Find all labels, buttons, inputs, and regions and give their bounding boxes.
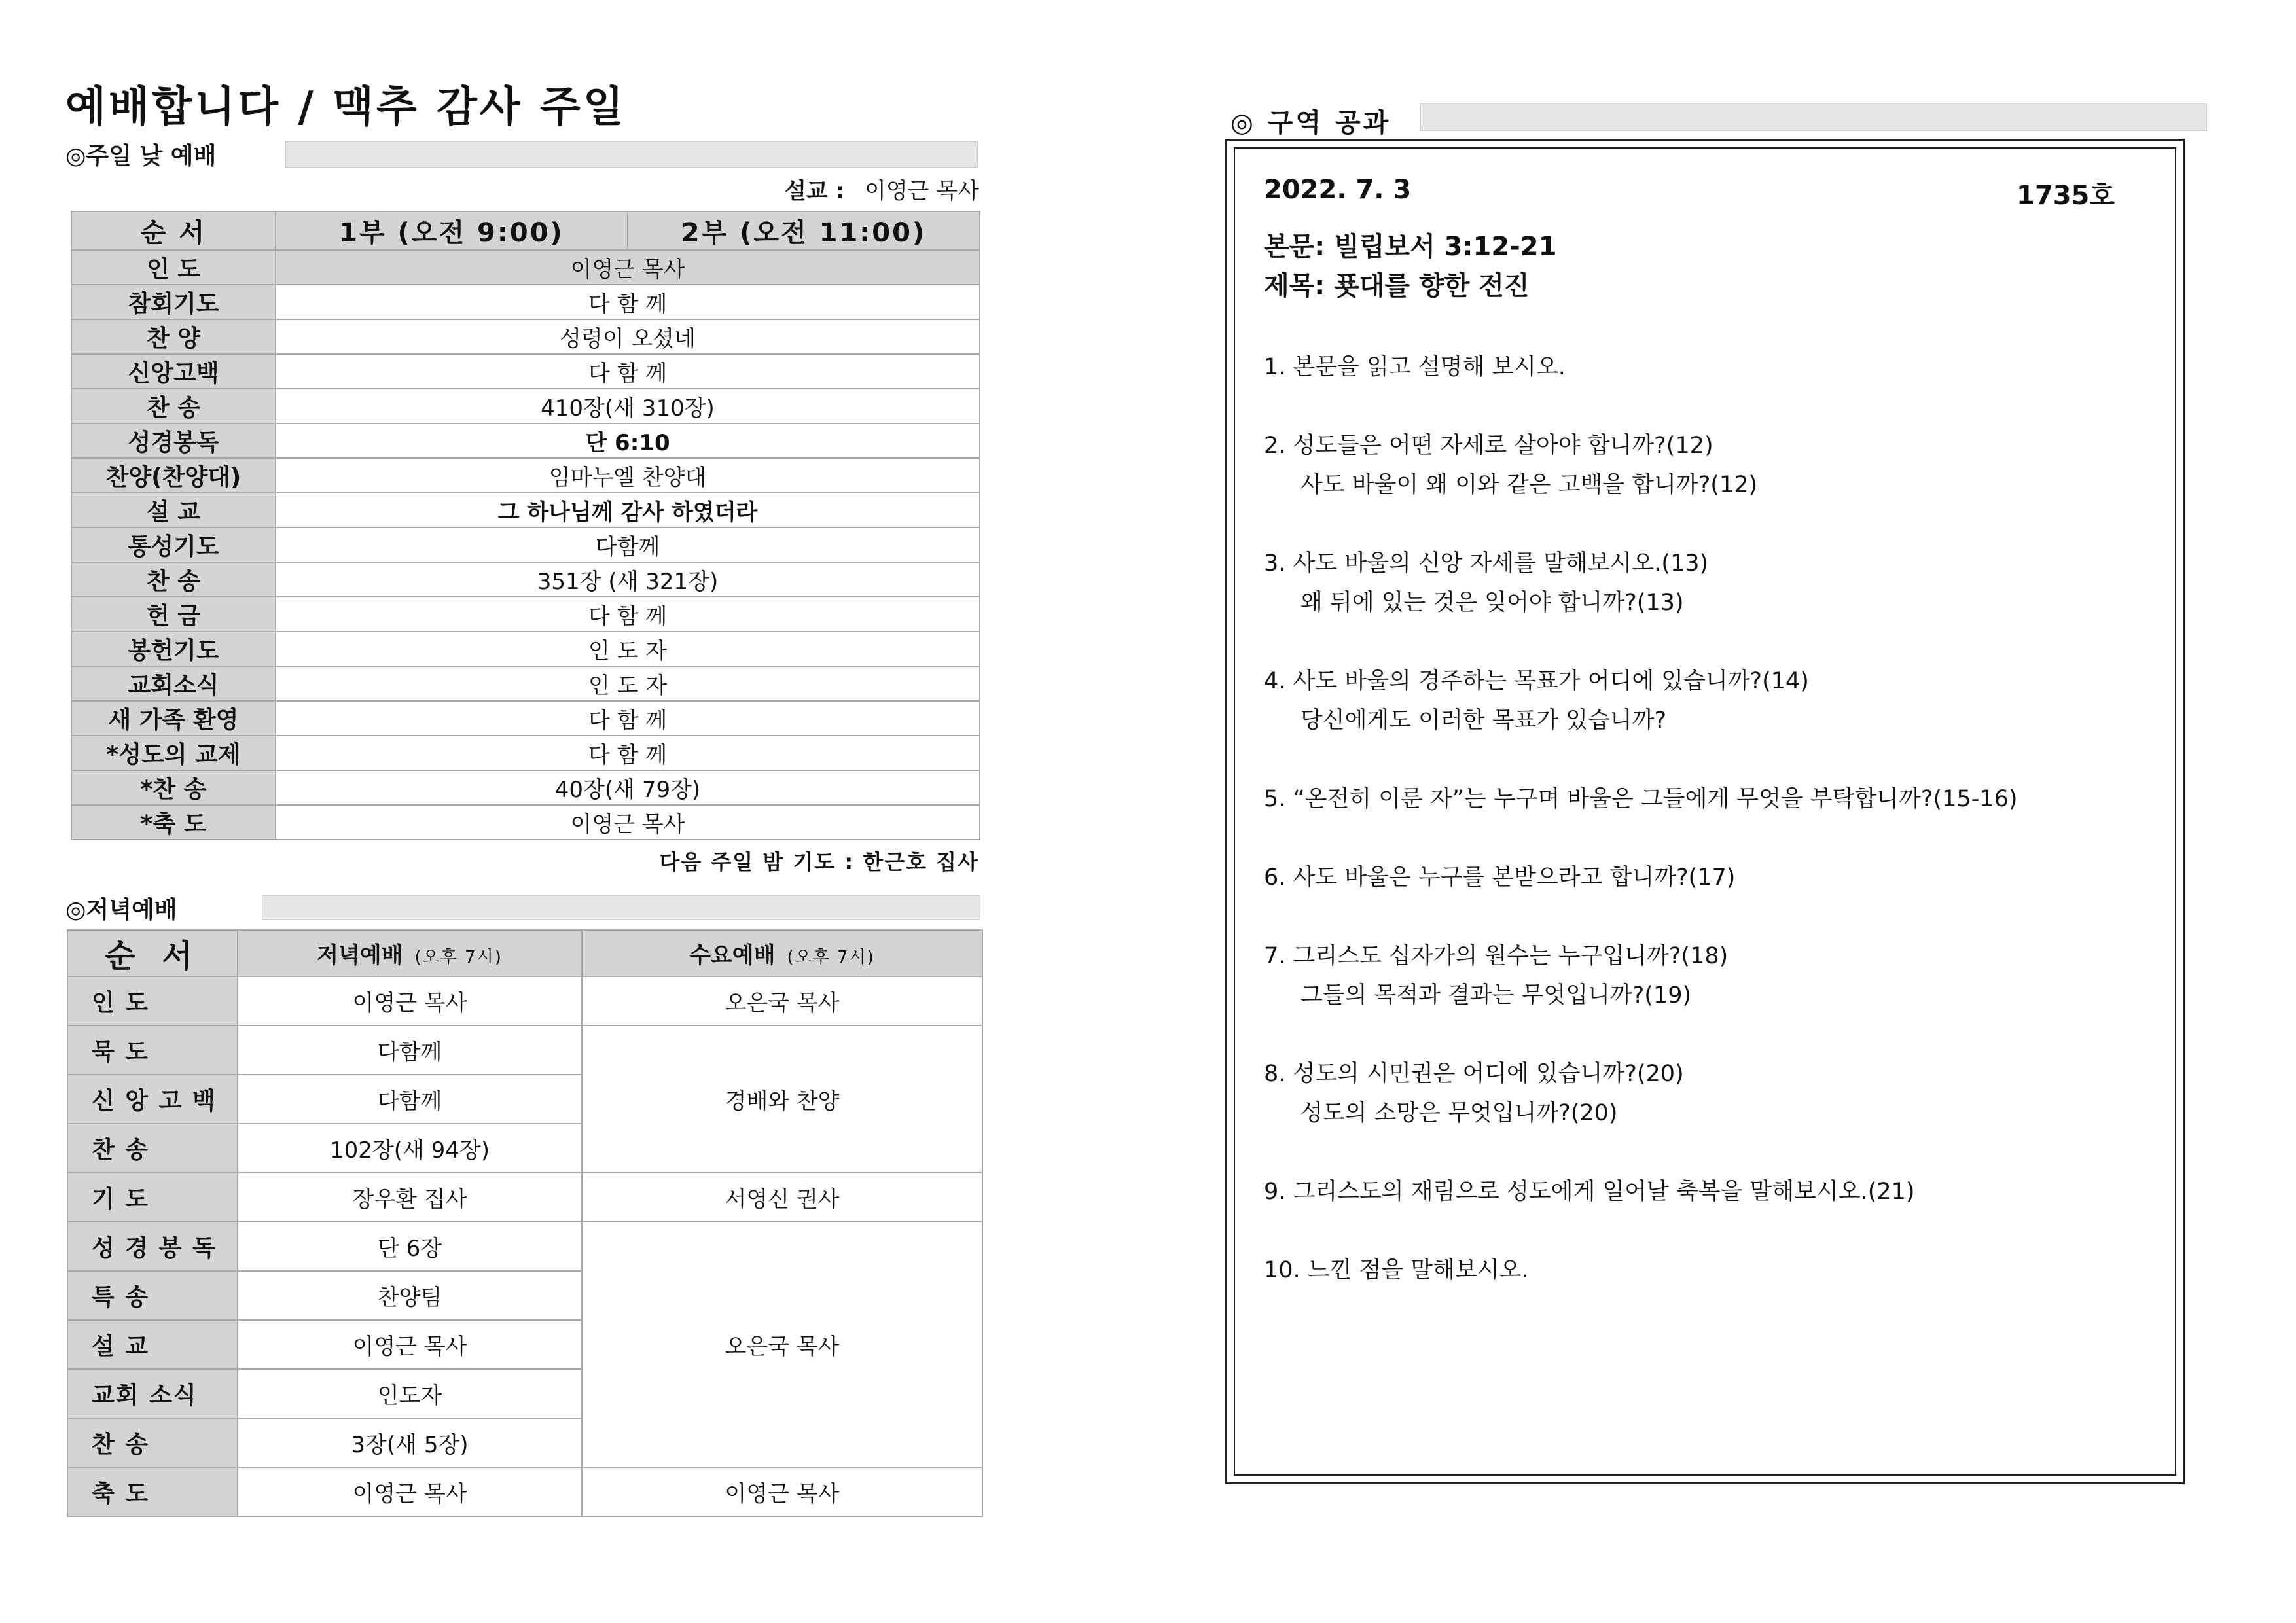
question-item bbox=[1264, 1172, 1915, 1211]
order-value: 그 하나님께 감사 하였더라 bbox=[276, 493, 980, 527]
table-row bbox=[71, 562, 980, 597]
order-label: 헌 금 bbox=[71, 597, 276, 632]
question-text: 5. “온전히 이룬 자”는 누구며 바울은 그들에게 무엇을 부탁합니까?(15-16) bbox=[1264, 786, 2018, 812]
table-row bbox=[71, 805, 980, 840]
question-followup: 성도의 소망은 무엇입니까?(20) bbox=[1300, 1100, 1618, 1126]
day-service-heading: ◎주일 낮 예배 bbox=[65, 143, 217, 169]
order-value: 다 함 께 bbox=[276, 701, 980, 736]
order-value: 다 함 께 bbox=[276, 597, 980, 632]
order-label: 신 앙 고 백 bbox=[67, 1075, 238, 1124]
order-label: 특 송 bbox=[67, 1271, 238, 1320]
question-item bbox=[1264, 936, 1728, 1015]
evening-value: 이영근 목사 bbox=[238, 1467, 582, 1516]
evening-value: 이영근 목사 bbox=[238, 976, 582, 1026]
order-value: 다함께 bbox=[276, 527, 980, 562]
table-row bbox=[71, 493, 980, 527]
table-row bbox=[71, 354, 980, 389]
order-label: 인 도 bbox=[67, 976, 238, 1026]
table-header-row bbox=[71, 211, 980, 250]
wednesday-value: 경배와 찬양 bbox=[582, 1026, 982, 1173]
wednesday-header bbox=[582, 930, 982, 976]
table-row bbox=[67, 1026, 982, 1075]
order-label: 성경봉독 bbox=[71, 423, 276, 458]
study-date: 2022. 7. 3 bbox=[1264, 175, 1412, 205]
evening-value: 이영근 목사 bbox=[238, 1320, 582, 1369]
bible-study-inner-frame bbox=[1234, 147, 2176, 1476]
table-row bbox=[71, 285, 980, 319]
page-title: 예배합니다 / 맥추 감사 주일 bbox=[65, 83, 626, 132]
table-row bbox=[71, 319, 980, 354]
day-service-table bbox=[71, 211, 980, 840]
order-label: 기 도 bbox=[67, 1173, 238, 1222]
question-followup: 왜 뒤에 있는 것은 잊어야 합니까?(13) bbox=[1300, 590, 1684, 616]
question-text: 7. 그리스도 십자가의 원수는 누구입니까?(18) bbox=[1264, 943, 1729, 969]
wednesday-value: 오은국 목사 bbox=[582, 1222, 982, 1467]
next-week-prayer: 다음 주일 밤 기도 : 한근호 집사 bbox=[659, 849, 979, 874]
order-value: 인 도 자 bbox=[276, 666, 980, 701]
bible-study-heading-bar bbox=[1420, 103, 2207, 131]
evening-value: 다함께 bbox=[238, 1075, 582, 1124]
order-header: 순 서 bbox=[67, 930, 238, 976]
second-service-header: 2부 (오전 11:00) bbox=[628, 211, 980, 250]
table-row bbox=[71, 250, 980, 285]
evening-value: 찬양팀 bbox=[238, 1271, 582, 1320]
order-value: 351장 (새 321장) bbox=[276, 562, 980, 597]
order-label: 성 경 봉 독 bbox=[67, 1222, 238, 1271]
preacher-label: 설교 : bbox=[785, 178, 845, 204]
order-label: 교회소식 bbox=[71, 666, 276, 701]
evening-value: 3장(새 5장) bbox=[238, 1418, 582, 1467]
order-label: 찬 양 bbox=[71, 319, 276, 354]
table-row bbox=[71, 423, 980, 458]
order-label: 봉헌기도 bbox=[71, 632, 276, 666]
order-value: 다 함 께 bbox=[276, 354, 980, 389]
order-label: *축 도 bbox=[71, 805, 276, 840]
sermon-preacher bbox=[785, 173, 979, 205]
evening-title: 저녁예배 bbox=[317, 942, 403, 969]
table-row bbox=[71, 597, 980, 632]
order-value: 다 함 께 bbox=[276, 736, 980, 770]
evening-value: 102장(새 94장) bbox=[238, 1124, 582, 1173]
wednesday-value: 이영근 목사 bbox=[582, 1467, 982, 1516]
question-item bbox=[1264, 779, 2018, 819]
question-item bbox=[1264, 348, 1566, 387]
question-item bbox=[1264, 858, 1735, 897]
order-label: 묵 도 bbox=[67, 1026, 238, 1075]
evening-time: (오후 7시) bbox=[414, 948, 503, 967]
question-item bbox=[1264, 1251, 1528, 1290]
table-row bbox=[67, 976, 982, 1026]
wednesday-time: (오후 7시) bbox=[787, 948, 875, 967]
question-text: 6. 사도 바울은 누구를 본받으라고 합니까?(17) bbox=[1264, 865, 1736, 891]
order-label: 찬 송 bbox=[67, 1124, 238, 1173]
order-value: 임마누엘 찬양대 bbox=[276, 458, 980, 493]
order-label: 찬양(찬양대) bbox=[71, 458, 276, 493]
bible-study-box bbox=[1225, 139, 2185, 1484]
order-value: 410장(새 310장) bbox=[276, 389, 980, 423]
order-header: 순 서 bbox=[71, 211, 276, 250]
table-row bbox=[71, 701, 980, 736]
table-row bbox=[67, 1173, 982, 1222]
question-text: 10. 느낀 점을 말해보시오. bbox=[1264, 1257, 1529, 1283]
order-value: 인 도 자 bbox=[276, 632, 980, 666]
table-row bbox=[67, 1222, 982, 1271]
order-label: 축 도 bbox=[67, 1467, 238, 1516]
scripture-passage: 본문: 빌립보서 3:12-21 bbox=[1264, 232, 1557, 262]
question-text: 8. 성도의 시민권은 어디에 있습니까?(20) bbox=[1264, 1061, 1684, 1087]
table-row bbox=[71, 389, 980, 423]
evening-service-heading-bar bbox=[262, 895, 980, 920]
order-label: 인 도 bbox=[71, 250, 276, 285]
order-label: 교회 소식 bbox=[67, 1369, 238, 1418]
evening-value: 인도자 bbox=[238, 1369, 582, 1418]
wednesday-title: 수요예배 bbox=[689, 942, 776, 969]
order-label: 설 교 bbox=[67, 1320, 238, 1369]
order-value: 다 함 께 bbox=[276, 285, 980, 319]
table-header-row bbox=[67, 930, 982, 976]
question-item bbox=[1264, 426, 1757, 505]
order-label: *찬 송 bbox=[71, 770, 276, 805]
order-value: 40장(새 79장) bbox=[276, 770, 980, 805]
preacher-name: 이영근 목사 bbox=[864, 178, 979, 204]
wednesday-value: 오은국 목사 bbox=[582, 976, 982, 1026]
order-label: 설 교 bbox=[71, 493, 276, 527]
evening-service-heading: ◎저녁예배 bbox=[65, 897, 177, 923]
order-value: 이영근 목사 bbox=[276, 250, 980, 285]
question-item bbox=[1264, 1054, 1684, 1133]
day-service-heading-bar bbox=[285, 141, 978, 168]
order-value: 성령이 오셨네 bbox=[276, 319, 980, 354]
order-label: 통성기도 bbox=[71, 527, 276, 562]
wednesday-value: 서영신 권사 bbox=[582, 1173, 982, 1222]
question-followup: 그들의 목적과 결과는 무엇입니까?(19) bbox=[1300, 982, 1692, 1008]
order-value: 단 6:10 bbox=[276, 423, 980, 458]
question-text: 2. 성도들은 어떤 자세로 살아야 합니까?(12) bbox=[1264, 433, 1713, 459]
order-value: 이영근 목사 bbox=[276, 805, 980, 840]
table-row bbox=[67, 1467, 982, 1516]
table-row bbox=[71, 666, 980, 701]
order-label: 찬 송 bbox=[71, 389, 276, 423]
order-label: 신앙고백 bbox=[71, 354, 276, 389]
order-label: *성도의 교제 bbox=[71, 736, 276, 770]
evening-value: 장우환 집사 bbox=[238, 1173, 582, 1222]
evening-service-table bbox=[67, 929, 983, 1517]
table-row bbox=[71, 527, 980, 562]
question-text: 3. 사도 바울의 신앙 자세를 말해보시오.(13) bbox=[1264, 550, 1709, 577]
question-text: 9. 그리스도의 재림으로 성도에게 일어날 축복을 말해보시오.(21) bbox=[1264, 1179, 1915, 1205]
question-item bbox=[1264, 662, 1809, 740]
table-row bbox=[71, 458, 980, 493]
order-label: 찬 송 bbox=[71, 562, 276, 597]
evening-value: 다함께 bbox=[238, 1026, 582, 1075]
question-item bbox=[1264, 544, 1708, 622]
table-row bbox=[71, 736, 980, 770]
question-followup: 당신에게도 이러한 목표가 있습니까? bbox=[1300, 707, 1667, 734]
bible-study-heading: ◎ 구역 공과 bbox=[1230, 108, 1391, 138]
evening-value: 단 6장 bbox=[238, 1222, 582, 1271]
question-text: 4. 사도 바울의 경주하는 목표가 어디에 있습니까?(14) bbox=[1264, 668, 1809, 694]
study-subject: 제목: 푯대를 향한 전진 bbox=[1264, 271, 1530, 301]
order-label: 찬 송 bbox=[67, 1418, 238, 1467]
question-text: 1. 본문을 읽고 설명해 보시오. bbox=[1264, 354, 1566, 380]
evening-header bbox=[238, 930, 582, 976]
order-label: 참회기도 bbox=[71, 285, 276, 319]
issue-number: 1735호 bbox=[2017, 181, 2115, 211]
order-label: 새 가족 환영 bbox=[71, 701, 276, 736]
question-followup: 사도 바울이 왜 이와 같은 고백을 합니까?(12) bbox=[1300, 472, 1758, 498]
first-service-header: 1부 (오전 9:00) bbox=[276, 211, 628, 250]
table-row bbox=[71, 632, 980, 666]
table-row bbox=[71, 770, 980, 805]
